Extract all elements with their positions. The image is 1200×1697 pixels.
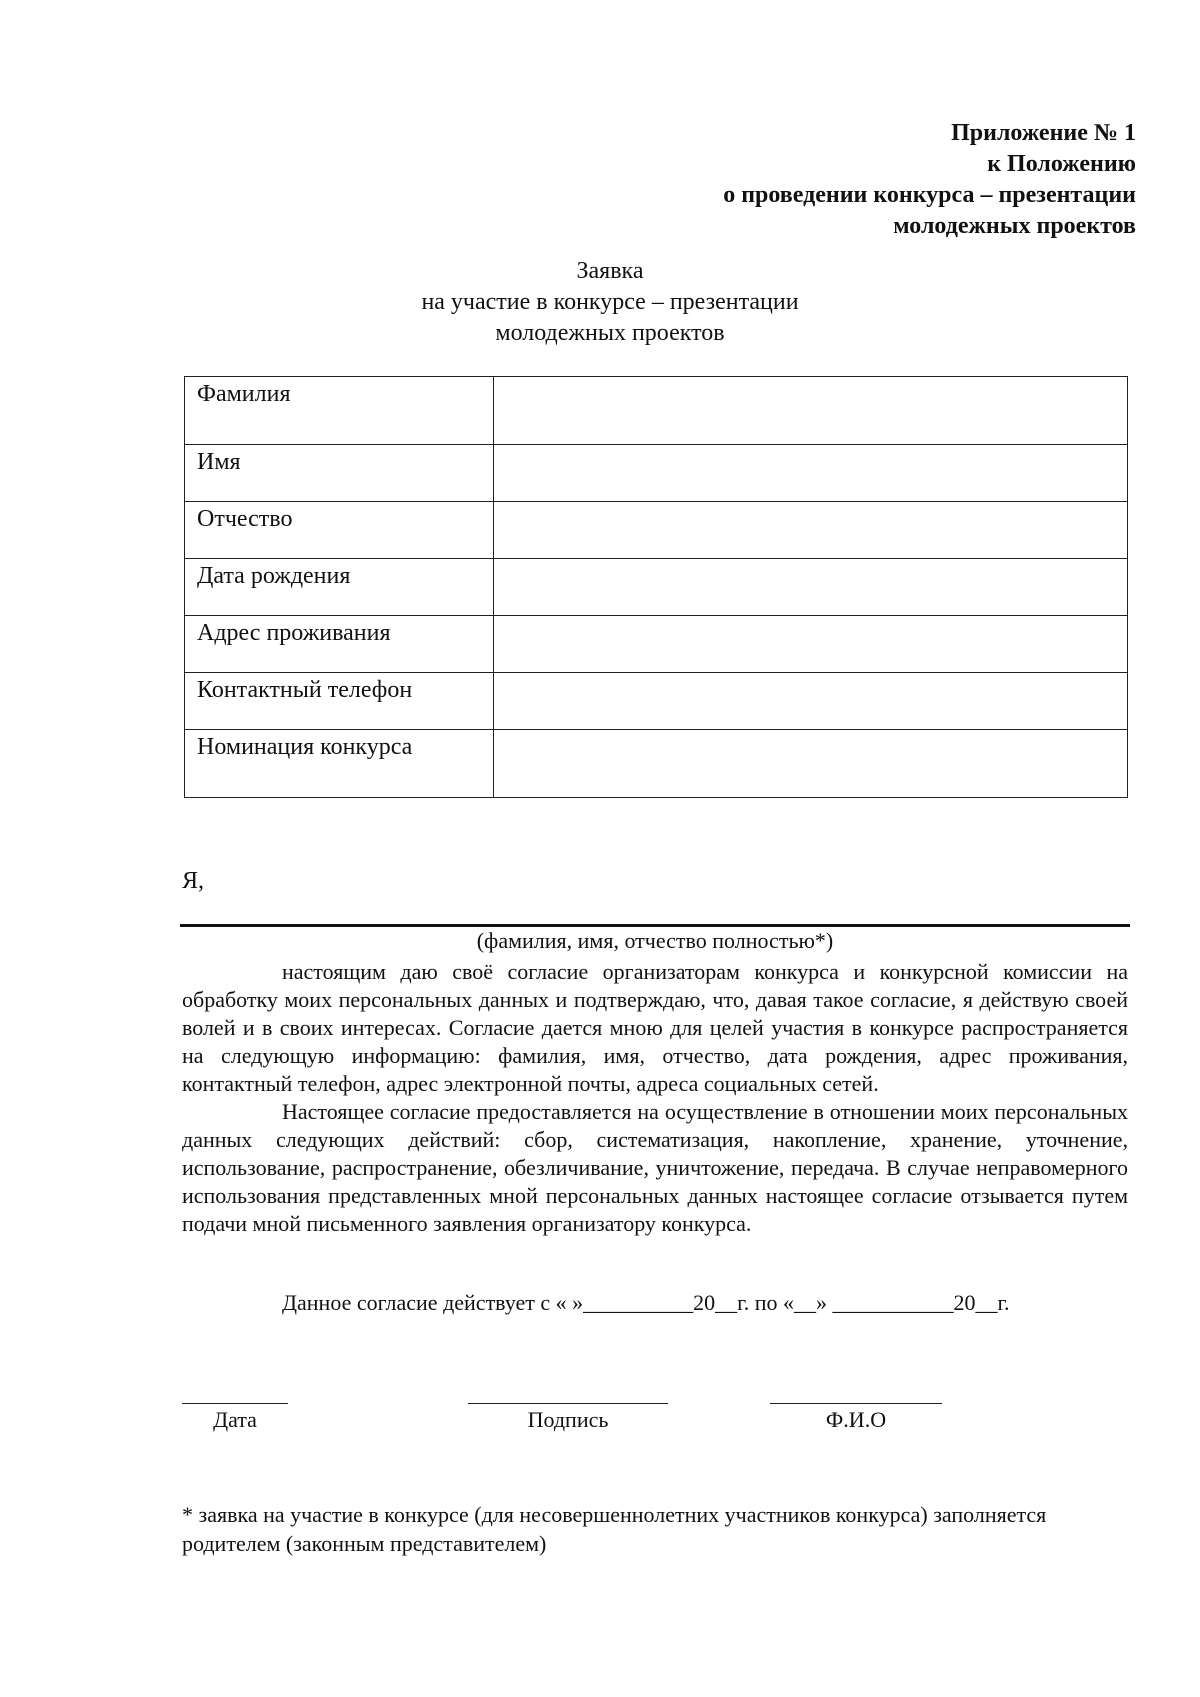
date-signature-line[interactable] (182, 1403, 288, 1404)
date-label: Дата (213, 1407, 257, 1432)
sign-signature-line[interactable] (468, 1403, 668, 1404)
document-title (180, 256, 1040, 349)
title-line-2: на участие в конкурсе – презентации (421, 289, 799, 315)
appendix-line-4: молодежных проектов (893, 213, 1136, 239)
fio-signature-line[interactable] (770, 1403, 942, 1404)
form-row-phone (185, 673, 1128, 730)
field-label: Отчество (185, 502, 494, 559)
field-label: Номинация конкурса (185, 730, 494, 798)
field-label: Дата рождения (185, 559, 494, 616)
field-label: Фамилия (185, 377, 494, 445)
consent-intro: Я, (182, 868, 205, 894)
form-row-address (185, 616, 1128, 673)
form-row-name (185, 445, 1128, 502)
consent-paragraph-2: Настоящее согласие предоставляется на осуществление в отношении моих персональных данных следующих действий: сбор, систематизация, накопление, хранение, уточнение, использование, распространение, обезличивание, уничтожение, передача. В случае неправомерного использования представленных мной персональных данных настоящее согласие отзывается путем подачи мной письменного заявления организатору конкурса. (182, 1099, 1128, 1236)
address-field[interactable] (494, 616, 1128, 673)
fio-input-line[interactable] (180, 924, 1130, 927)
consent-validity: Данное согласие действует с « »__________20__г. по «__» ___________20__г. (282, 1290, 1010, 1315)
appendix-header (723, 118, 1136, 242)
field-label: Имя (185, 445, 494, 502)
form-row-surname (185, 377, 1128, 445)
application-form-table (184, 376, 1128, 798)
phone-field[interactable] (494, 673, 1128, 730)
surname-field[interactable] (494, 377, 1128, 445)
nomination-field[interactable] (494, 730, 1128, 798)
consent-text (182, 958, 1128, 1238)
appendix-line-2: к Положению (987, 151, 1136, 177)
title-line-3: молодежных проектов (495, 320, 725, 346)
form-row-patronymic (185, 502, 1128, 559)
name-field[interactable] (494, 445, 1128, 502)
birthdate-field[interactable] (494, 559, 1128, 616)
form-row-birthdate (185, 559, 1128, 616)
consent-paragraph-1: настоящим даю своё согласие организаторам конкурса и конкурсной комиссии на обработку моих персональных данных и подтверждаю, что, давая такое согласие, я действую своей волей и в своих интересах. Согласие дается мною для целей участия в конкурсе распространяется на следующую информацию: фамилия, имя, отчество, дата рождения, адрес проживания, контактный телефон, адрес электронной почты, адреса социальных сетей. (182, 959, 1128, 1096)
sign-label: Подпись (527, 1407, 609, 1432)
appendix-line-3: о проведении конкурса – презентации (723, 182, 1136, 208)
footnote: * заявка на участие в конкурсе (для несовершеннолетних участников конкурса) заполняется родителем (законным представителем) (182, 1502, 1047, 1556)
title-line-1: Заявка (576, 258, 644, 284)
fio-caption: (фамилия, имя, отчество полностью*) (476, 928, 834, 953)
field-label: Контактный телефон (185, 673, 494, 730)
field-label: Адрес проживания (185, 616, 494, 673)
form-row-nomination (185, 730, 1128, 798)
appendix-line-1: Приложение № 1 (951, 120, 1136, 146)
fio-label: Ф.И.О (825, 1407, 887, 1432)
patronymic-field[interactable] (494, 502, 1128, 559)
